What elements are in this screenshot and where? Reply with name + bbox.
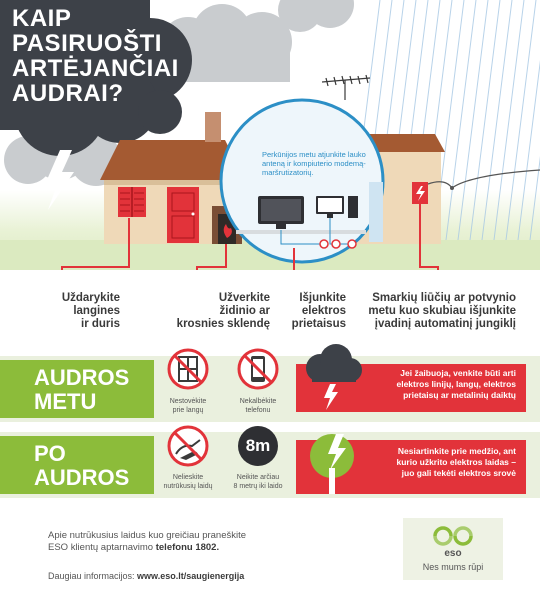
warning-line: kurio užkrito elektros laidas – bbox=[396, 457, 516, 467]
eso-slogan: Nes mums rūpi bbox=[422, 562, 484, 572]
magnifier-note: Perkūnijos metu atjunkite lauko anteną ir kompiuterio modemą-maršrutizatorių. bbox=[262, 150, 366, 177]
tip-line: metu kuo skubiau išjunkite bbox=[368, 305, 516, 317]
tip-line: ir duris bbox=[81, 318, 120, 330]
caption-line: Neikite arčiau bbox=[236, 474, 280, 481]
storm-cloud-icon bbox=[300, 340, 364, 412]
no-touch-wires-icon bbox=[166, 424, 210, 468]
tip-line: prietaisus bbox=[291, 318, 346, 330]
tip-close-windows bbox=[40, 292, 120, 331]
eso-logo-box bbox=[403, 518, 503, 580]
tip-line: Smarkių liūčių ar potvynio bbox=[372, 292, 516, 304]
eso-logo-icon bbox=[433, 526, 473, 546]
tip-close-fireplace bbox=[150, 292, 270, 331]
caption-line: 8 metrų iki laido bbox=[233, 482, 283, 490]
sign-caption bbox=[153, 398, 223, 415]
sign-caption bbox=[153, 474, 223, 491]
report-line: Apie nutrūkusius laidus kuo greičiau praneškite bbox=[48, 530, 247, 541]
warning-line: Jei žaibuoja, venkite būti arti bbox=[400, 368, 516, 378]
tip-line: įvadinį automatinį jungiklį bbox=[374, 318, 516, 330]
after-title-line1: PO bbox=[34, 441, 66, 466]
sign-caption bbox=[223, 398, 293, 415]
tip-main-switch bbox=[320, 292, 516, 331]
tip-line: krosnies sklendę bbox=[176, 318, 270, 330]
caption-line: telefonu bbox=[245, 406, 271, 414]
warning-line: Nesiartinkite prie medžio, ant bbox=[397, 446, 516, 456]
caption-line: Nekalbėkite bbox=[239, 398, 277, 405]
tree-icon bbox=[306, 424, 362, 500]
tip-line: elektros bbox=[301, 305, 346, 317]
no-phone-icon bbox=[236, 347, 280, 391]
tip-line: Uždarykite bbox=[61, 292, 120, 304]
warning-line: prietaisų ar metalinių daiktų bbox=[403, 390, 516, 400]
sign-caption bbox=[223, 474, 293, 491]
page-title bbox=[12, 6, 212, 106]
report-prefix: ESO klientų aptarnavimo bbox=[48, 542, 156, 553]
caption-line: Nestovėkite bbox=[169, 398, 207, 405]
during-storm-tab bbox=[0, 360, 154, 418]
warning-line: elektros linijų, langų, elektros bbox=[396, 379, 516, 389]
more-info bbox=[48, 570, 378, 582]
phone-number: telefonu 1802. bbox=[155, 542, 220, 553]
no-window-icon bbox=[166, 347, 210, 391]
info-link[interactable]: www.eso.lt/saugienergija bbox=[137, 571, 245, 581]
after-storm-tab bbox=[0, 436, 154, 494]
tip-line: židinio ar bbox=[219, 305, 270, 317]
tip-line: Užverkite bbox=[218, 292, 270, 304]
distance-badge: 8m bbox=[238, 426, 278, 466]
eso-name: eso bbox=[444, 548, 462, 559]
during-title-line1: AUDROS bbox=[34, 365, 130, 390]
after-title-line2: AUDROS bbox=[34, 465, 130, 490]
warning-line: juo gali tekėti elektros srovė bbox=[401, 468, 516, 478]
tip-line: Išjunkite bbox=[299, 292, 346, 304]
tip-line: langines bbox=[73, 305, 120, 317]
title-line: ARTĖJANČIAI bbox=[12, 55, 179, 82]
caption-line: Nelieskite bbox=[172, 474, 204, 481]
caption-line: prie langų bbox=[172, 406, 204, 414]
more-info-prefix: Daugiau informacijos: bbox=[48, 571, 138, 581]
during-title-line2: METU bbox=[34, 389, 97, 414]
title-line: KAIP bbox=[12, 5, 72, 32]
caption-line: nutrūkusių laidų bbox=[163, 482, 213, 490]
title-line: AUDRAI? bbox=[12, 80, 124, 107]
title-line: PASIRUOŠTI bbox=[12, 30, 162, 57]
report-text bbox=[48, 530, 378, 554]
storm-scene bbox=[0, 0, 540, 270]
report-line bbox=[48, 542, 378, 554]
